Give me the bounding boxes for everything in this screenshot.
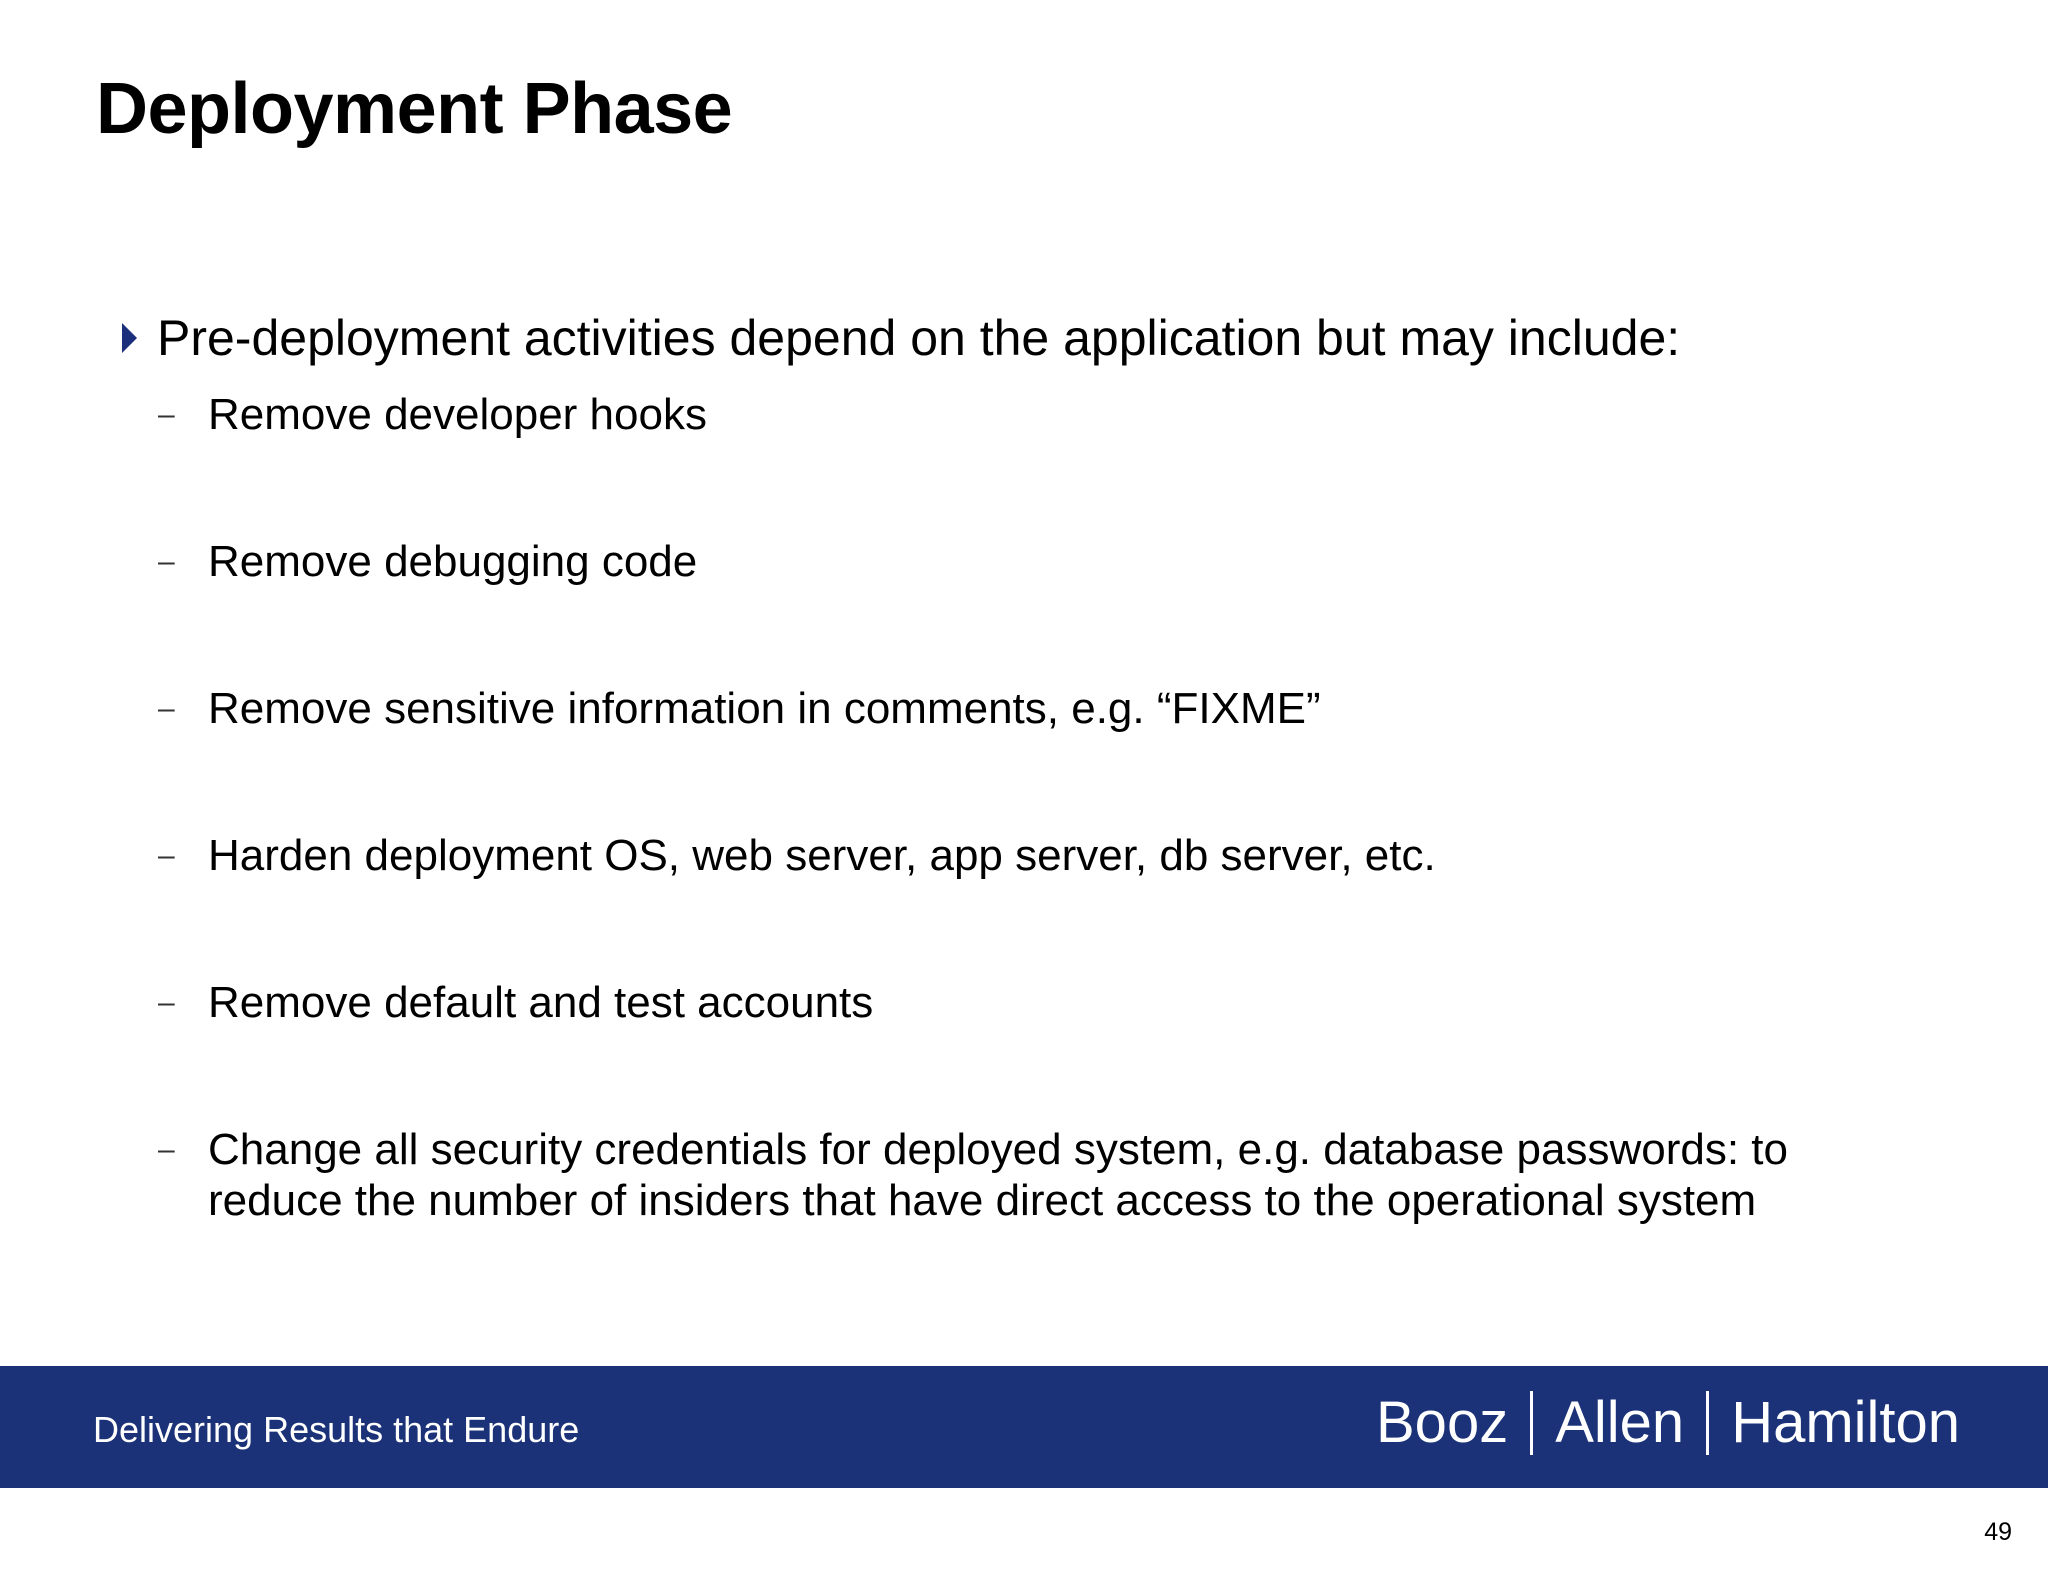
logo-word: Allen [1555,1390,1685,1455]
sub-bullet-text: Remove debugging code [208,537,698,586]
dash-bullet-icon: – [158,839,175,872]
logo-word: Hamilton [1731,1390,1961,1455]
sub-bullet-text: Harden deployment OS, web server, app server, db server, etc. [208,831,1436,880]
sub-bullet-item [158,684,1978,831]
sub-bullet-list [158,390,1978,1272]
main-bullet-text: Pre-deployment activities depend on the application but may include: [157,310,1681,366]
footer-tagline: Delivering Results that Endure [93,1409,580,1450]
slide-title: Deployment Phase [96,69,733,149]
triangle-bullet-icon [122,323,137,353]
sub-bullet-text: Remove sensitive information in comments, e.g. “FIXME” [208,684,1321,733]
dash-bullet-icon: – [158,692,175,725]
sub-bullet-item [158,390,1978,537]
company-logo [1376,1388,1960,1458]
sub-bullet-item [158,831,1978,978]
sub-bullet-item [158,1125,1978,1272]
dash-bullet-icon: – [158,545,175,578]
main-bullet [122,308,1972,368]
sub-bullet-text: Change all security credentials for deployed system, e.g. database passwords: to reduce the number of insiders that have direct access to the operational system [208,1125,1788,1225]
dash-bullet-icon: – [158,986,175,1019]
logo-divider [1706,1391,1709,1455]
sub-bullet-text: Remove developer hooks [208,390,707,439]
sub-bullet-item [158,537,1978,684]
logo-divider [1530,1391,1533,1455]
footer-bar [0,1366,2048,1488]
sub-bullet-item [158,978,1978,1125]
sub-bullet-text: Remove default and test accounts [208,978,874,1027]
logo-word: Booz [1376,1390,1509,1455]
dash-bullet-icon: – [158,1133,175,1166]
dash-bullet-icon: – [158,398,175,431]
page-number: 49 [1984,1518,2012,1546]
